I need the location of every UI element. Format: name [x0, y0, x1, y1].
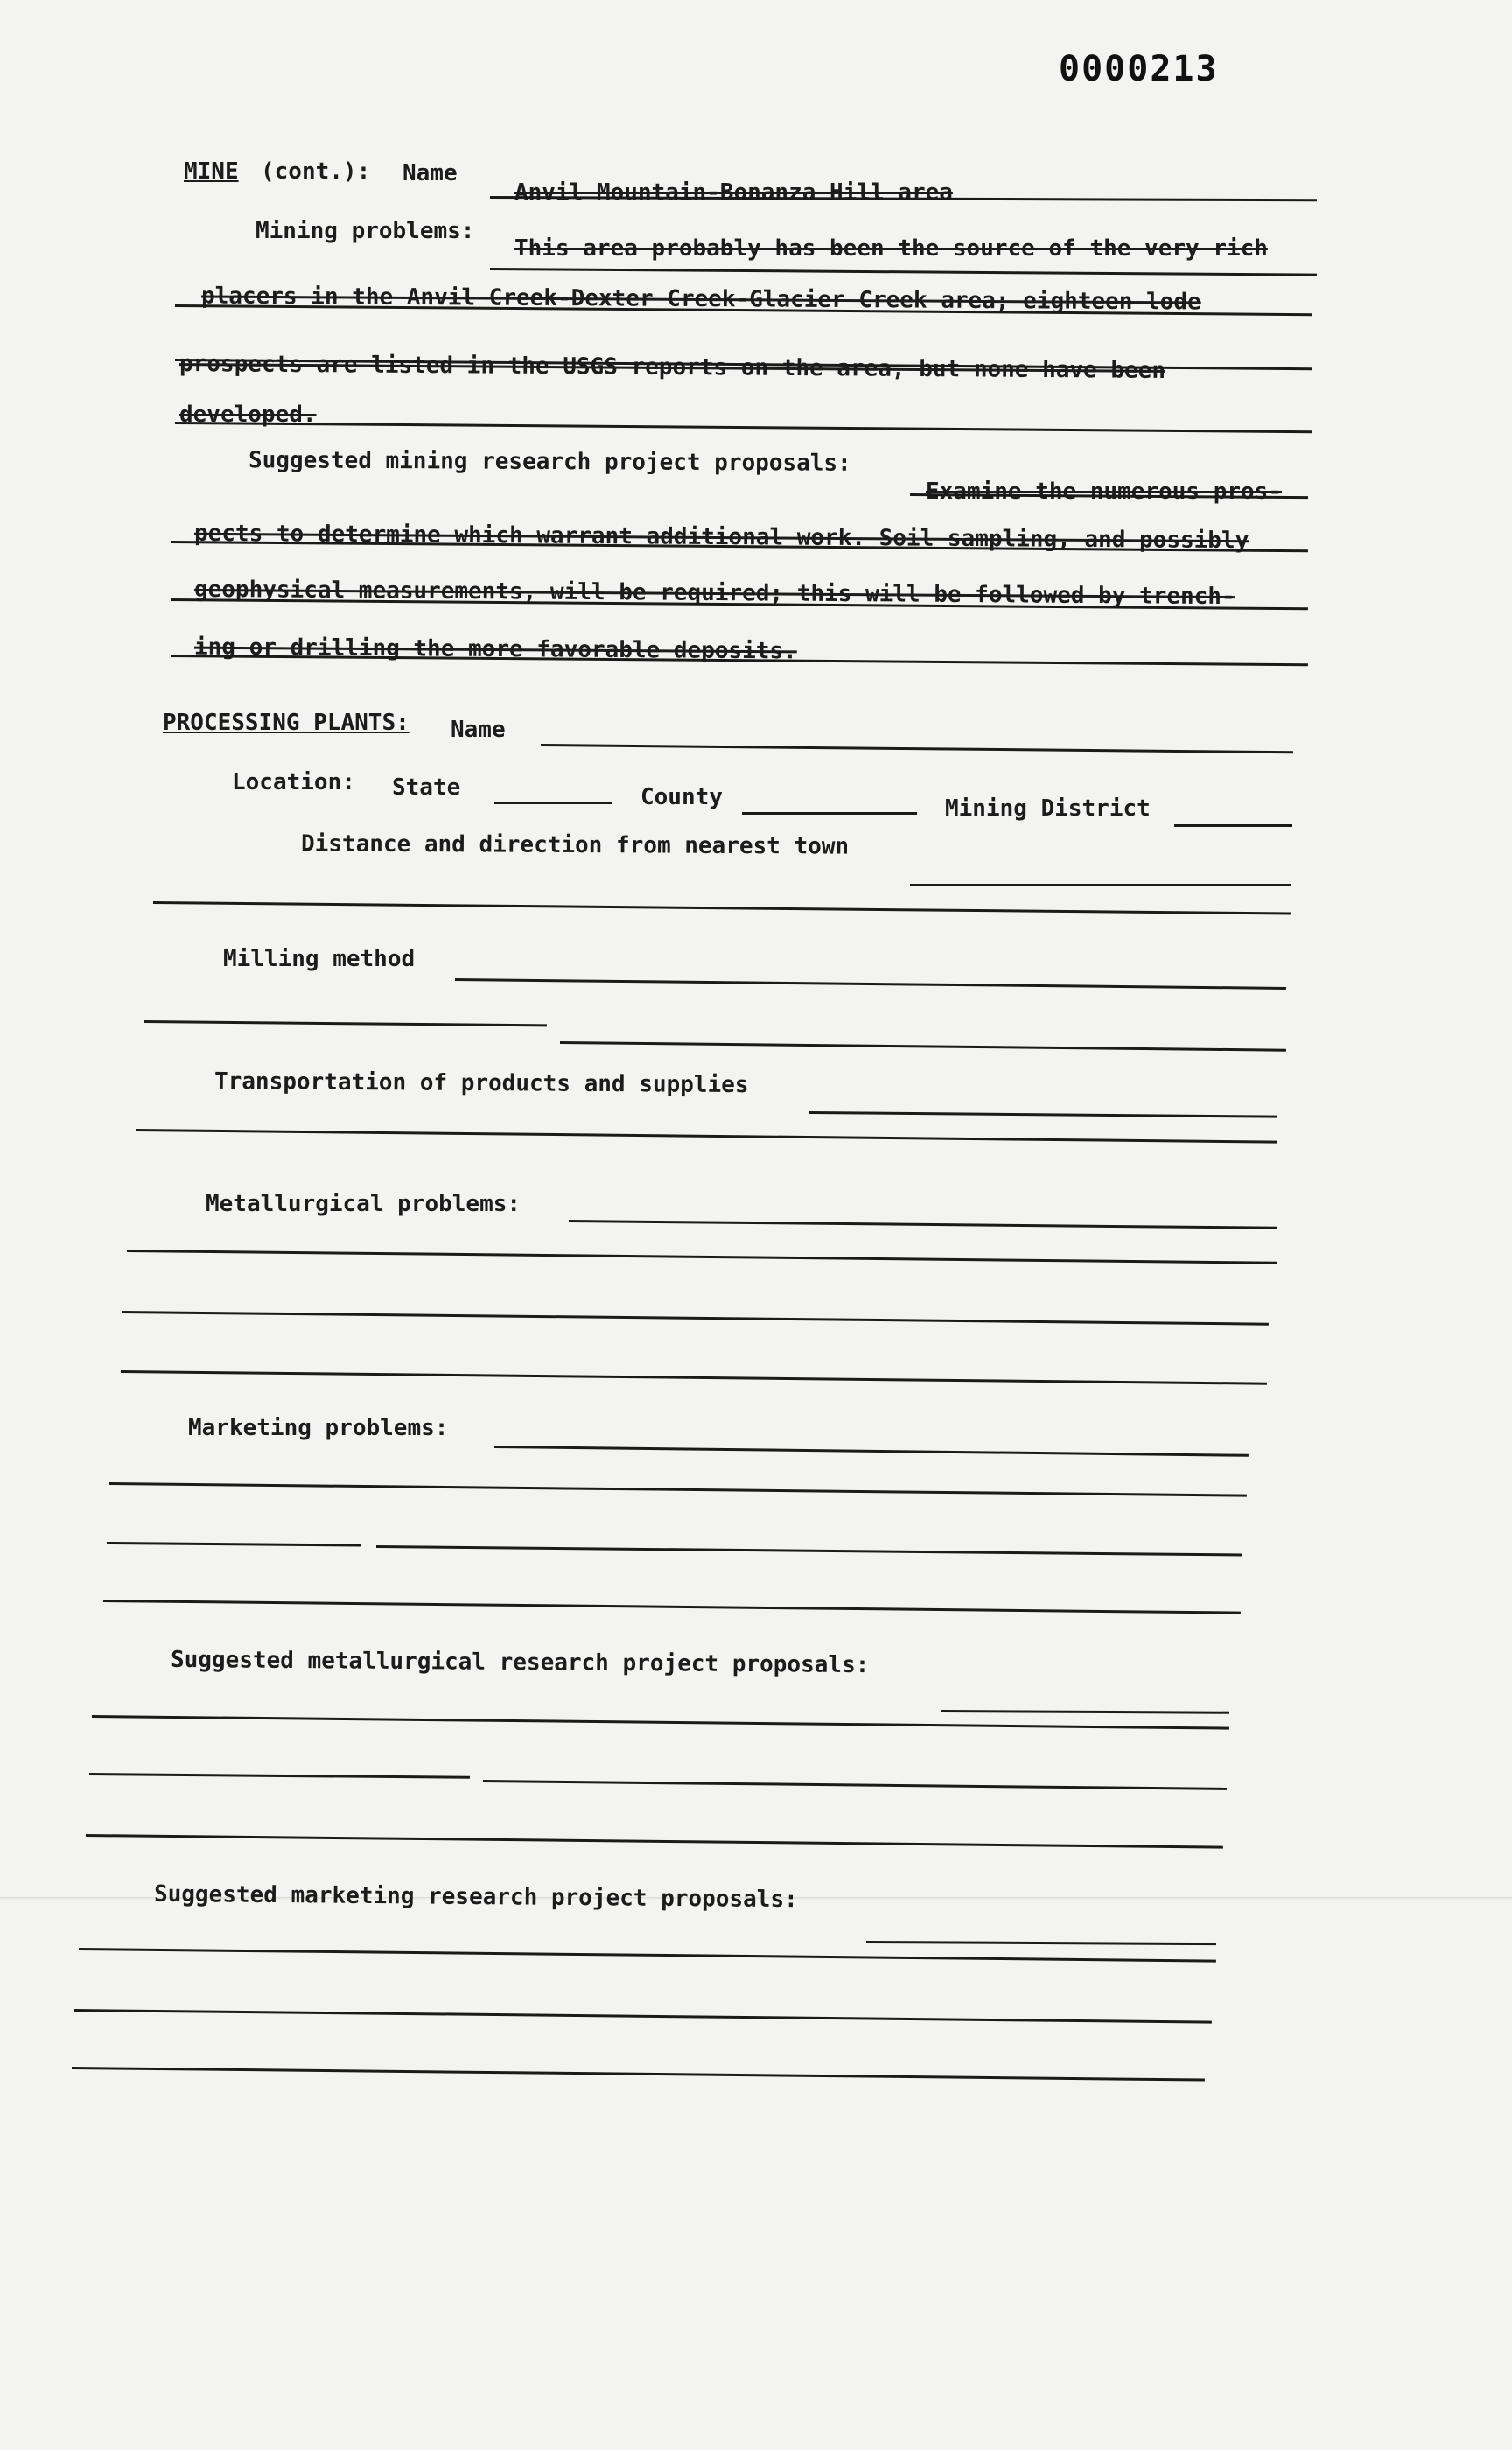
transportation-line-1: [809, 1111, 1278, 1118]
mining-proposals-label: Suggested mining research project proposals:: [248, 447, 851, 477]
mining-district-line: [1174, 824, 1292, 827]
mining-proposals-line-3: geophysical measurements, will be required; this will be followed by trench-: [193, 576, 1236, 611]
mining-proposals-line-2: pects to determine which warrant additional work. Soil sampling, and possibly: [193, 520, 1250, 555]
milling-line-1: [455, 978, 1286, 990]
mining-problems-label: Mining problems:: [256, 218, 475, 244]
mining-problems-rule-1: [490, 268, 1317, 276]
metallurgical-line-2: [127, 1250, 1278, 1264]
metallurgical-problems-label: Metallurgical problems:: [206, 1191, 522, 1217]
metallurgical-proposals-label: Suggested metallurgical research project proposals:: [170, 1646, 870, 1679]
mkt-proposals-line-4: [72, 2067, 1205, 2082]
state-line: [494, 802, 612, 804]
marketing-problems-label: Marketing problems:: [188, 1415, 449, 1441]
marketing-proposals-label: Suggested marketing research project proposals:: [153, 1880, 798, 1914]
processing-plants-heading: PROCESSING PLANTS:: [163, 710, 410, 736]
metallurgical-line-4: [121, 1370, 1267, 1385]
mining-problems-line-4: developed.: [179, 402, 317, 428]
met-proposals-line-4: [86, 1834, 1223, 1849]
metallurgical-line-3: [122, 1311, 1269, 1326]
met-proposals-line-1: [941, 1710, 1229, 1714]
marketing-line-4: [103, 1600, 1241, 1614]
metallurgical-line-1: [569, 1220, 1278, 1229]
plant-name-label: Name: [451, 717, 506, 743]
met-proposals-line-3b: [483, 1780, 1227, 1790]
milling-line-3: [560, 1041, 1286, 1052]
county-label: County: [640, 784, 723, 810]
marketing-line-1: [494, 1446, 1249, 1457]
met-proposals-line-3a: [89, 1773, 470, 1779]
marketing-line-3b: [376, 1545, 1242, 1557]
milling-method-label: Milling method: [223, 946, 416, 972]
distance-line-2: [153, 901, 1291, 914]
mining-problems-line-3: prospects are listed in the USGS reports on the area, but none have been: [178, 351, 1166, 384]
plant-name-line: [541, 744, 1293, 753]
milling-line-2: [144, 1020, 547, 1026]
mining-problems-rule-4: [175, 422, 1312, 433]
mine-heading: MINE: [184, 158, 239, 185]
distance-label: Distance and direction from nearest town: [300, 830, 850, 860]
mkt-proposals-line-2: [79, 1948, 1216, 1963]
transportation-label: Transportation of products and supplies: [214, 1068, 749, 1099]
mining-proposals-line-1: Examine the numerous pros-: [926, 479, 1282, 505]
mining-problems-line-1: This area probably has been the source of the very rich: [514, 235, 1268, 262]
mkt-proposals-line-3: [74, 2009, 1212, 2024]
mine-cont-label: (cont.):: [261, 158, 371, 185]
transportation-line-2: [136, 1129, 1278, 1144]
mining-problems-line-2: placers in the Anvil Creek-Dexter Creek-Glacier Creek area; eighteen lode: [200, 283, 1201, 316]
mine-name-label: Name: [402, 160, 458, 186]
county-line: [742, 812, 917, 815]
location-label: Location:: [232, 769, 355, 795]
state-label: State: [392, 774, 461, 801]
marketing-line-3a: [107, 1542, 360, 1547]
mining-proposals-line-4: ing or drilling the more favorable deposits.: [193, 634, 797, 665]
document-number: 0000213: [1059, 49, 1219, 89]
marketing-line-2: [109, 1482, 1247, 1497]
met-proposals-line-2: [92, 1715, 1229, 1730]
mining-district-label: Mining District: [945, 795, 1151, 822]
mine-name-value: Anvil Mountain-Bonanza Hill area: [514, 179, 953, 206]
mkt-proposals-line-1: [866, 1941, 1216, 1945]
distance-line-1: [910, 884, 1291, 886]
